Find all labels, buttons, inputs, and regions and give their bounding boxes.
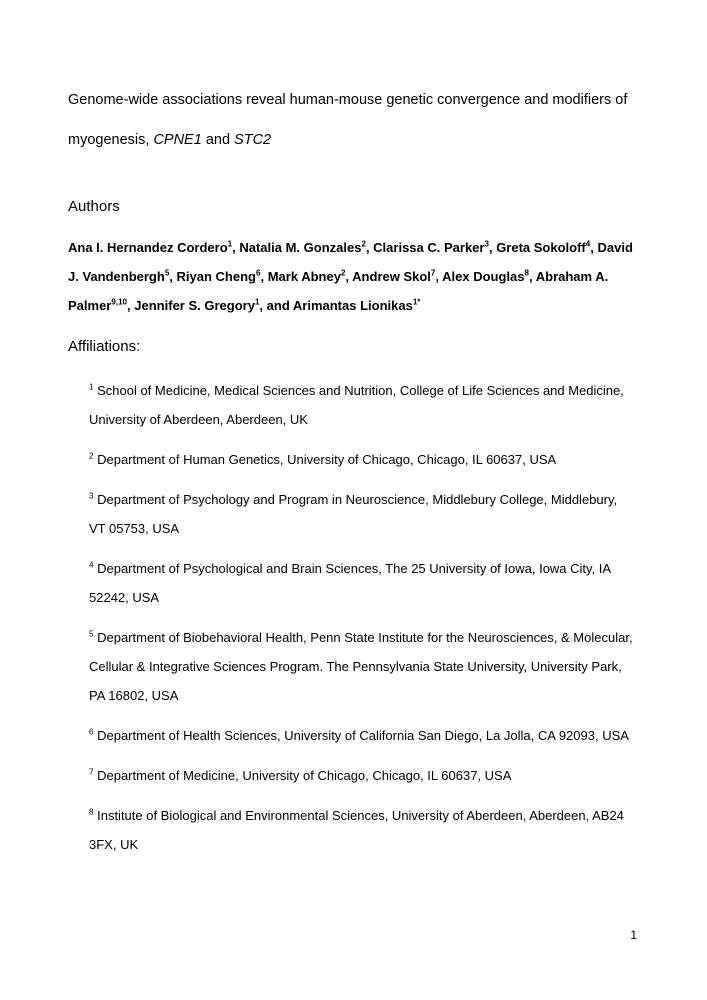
- affiliation-number-superscript: 4: [89, 560, 94, 570]
- author-affiliation-superscript: 1*: [412, 297, 421, 307]
- author-affiliation-superscript: 9,10: [111, 297, 128, 307]
- author-list: Ana I. Hernandez Cordero$^1$, Natalia M. Gonzales$^2$, Clarissa C. Parker$^3$, Greta Sokoloff$^4$, David J. Vandenbergh$^5$, Riyan Cheng$^6$, Mark Abney$^2$, Andrew Skol$^7$, Alex Douglas$^8$, Abraham A. Palmer$^{9,10}$, Jennifer S. Gregory$^1$, and Arimantas Lionikas$^{1*}$: [68, 239, 633, 313]
- affiliation-number-superscript: 5: [89, 629, 94, 639]
- paper-title: [68, 80, 637, 160]
- affiliation-number-superscript: 6: [89, 727, 94, 737]
- author-name: and Arimantas Lionikas$^{1*}$: [266, 297, 421, 313]
- author-name: Mark Abney$^2$: [267, 268, 346, 284]
- author-name: Ana I. Hernandez Cordero$^1$: [68, 239, 233, 255]
- author-name: Natalia M. Gonzales$^2$: [239, 239, 366, 255]
- affiliation-number-superscript: 3: [89, 491, 94, 501]
- author-name: Clarissa C. Parker$^3$: [373, 239, 489, 255]
- title-gene-name: STC2: [234, 132, 272, 148]
- author-name: Riyan Cheng$^6$: [176, 268, 261, 284]
- affiliation-number-superscript: 7: [89, 767, 94, 777]
- affiliation-item: $^7$ Department of Medicine, University of Chicago, Chicago, IL 60637, USA: [89, 767, 512, 783]
- affiliation-number-superscript: 8: [89, 807, 94, 817]
- title-text: and: [201, 132, 235, 148]
- affiliation-item: $^4$ Department of Psychological and Brain Sciences, The 25 University of Iowa, Iowa City, IA 52242, USA: [89, 560, 611, 605]
- affiliation-item: $^6$ Department of Health Sciences, University of California San Diego, La Jolla, CA 92093, USA: [89, 727, 629, 743]
- author-name: David J. Vandenbergh$^5$: [68, 240, 633, 284]
- author-affiliation-superscript: 2: [361, 239, 366, 249]
- author-affiliation-superscript: 5: [164, 268, 170, 278]
- title-text: Genome-wide associations reveal human-mouse genetic convergence and modifiers of myogenesis,: [68, 92, 628, 148]
- affiliation-item: $^1$ School of Medicine, Medical Sciences and Nutrition, College of Life Sciences and Medicine, University of Aberdeen, Aberdeen, UK: [89, 382, 624, 427]
- author-affiliation-superscript: 7: [430, 268, 436, 278]
- author-name: Greta Sokoloff$^4$: [496, 239, 591, 255]
- affiliation-number-superscript: 1: [89, 382, 94, 392]
- affiliation-item: $^3$ Department of Psychology and Program in Neuroscience, Middlebury College, Middlebury, VT 05753, USA: [89, 491, 618, 536]
- authors-heading: Authors: [68, 198, 120, 215]
- author-name: Alex Douglas$^8$: [442, 268, 529, 284]
- author-affiliation-superscript: 2: [340, 268, 346, 278]
- author-name: Jennifer S. Gregory$^1$: [134, 297, 260, 313]
- author-affiliation-superscript: 8: [524, 268, 529, 278]
- author-affiliation-superscript: 6: [256, 268, 261, 278]
- affiliation-item: $^8$ Institute of Biological and Environmental Sciences, University of Aberdeen, Aberdeen, AB24 3FX, UK: [89, 807, 624, 852]
- affiliation-number-superscript: 2: [89, 451, 94, 461]
- page-number: 1: [630, 928, 637, 942]
- affiliations-heading: Affiliations:: [68, 338, 141, 355]
- author-affiliation-superscript: 3: [484, 239, 489, 249]
- affiliation-item: $^2$ Department of Human Genetics, University of Chicago, Chicago, IL 60637, USA: [89, 451, 557, 467]
- author-affiliation-superscript: 1: [227, 239, 233, 249]
- author-affiliation-superscript: 4: [585, 239, 591, 249]
- author-name: Andrew Skol$^7$: [352, 268, 436, 284]
- author-affiliation-superscript: 1: [254, 297, 260, 307]
- title-gene-name: CPNE1: [153, 132, 202, 148]
- affiliation-item: $^5$ Department of Biobehavioral Health, Penn State Institute for the Neurosciences, & Molecular, Cellular & Integrative Sciences Program. The Pennsylvania State University, University Park, PA 16802, USA: [89, 629, 633, 703]
- affiliation-list: [68, 376, 637, 859]
- author-name: Abraham A. Palmer$^{9,10}$: [68, 269, 609, 313]
